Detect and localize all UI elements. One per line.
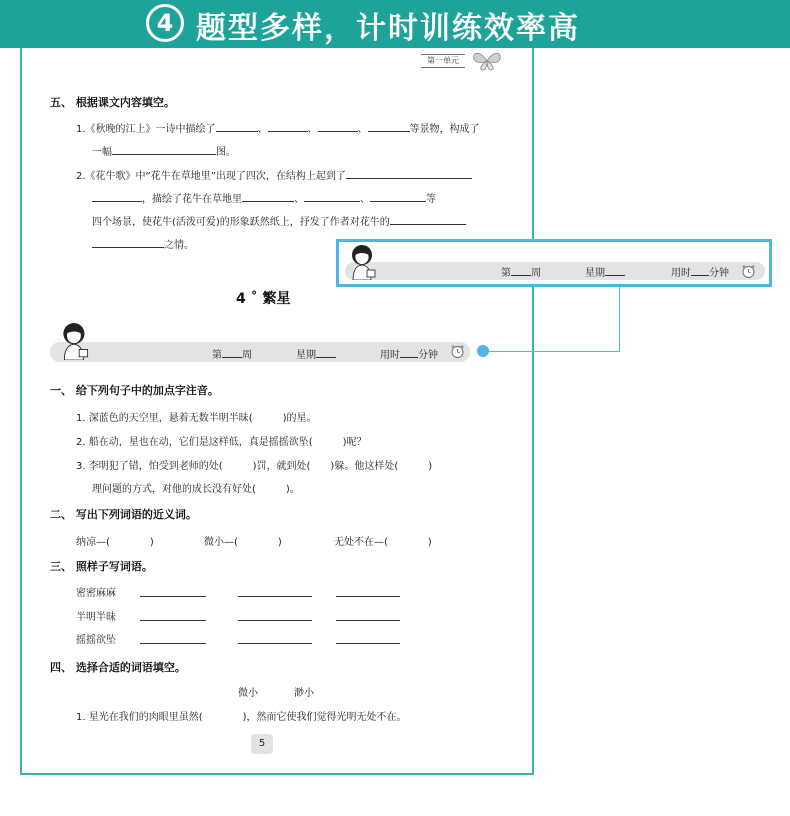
blank[interactable] [92, 238, 164, 248]
answer-line[interactable] [336, 596, 400, 597]
s2-item-1: 纳凉—( ) [76, 537, 154, 548]
callout-day-field: 星期 [585, 264, 625, 279]
blank[interactable] [400, 348, 418, 358]
s5-q1-text-b: 等景物，构成了 [409, 124, 480, 135]
s5-q2-text-a: 2.《花牛歌》中“花牛在草地里”出现了四次，在结构上起到了 [76, 171, 346, 182]
banner-number-badge: 4 [146, 4, 184, 42]
s5-q1-text-d: 图。 [216, 147, 236, 158]
s3-example-2: 半明半昧 [76, 612, 116, 623]
callout-week-field: 第 周 [501, 268, 541, 279]
section-4-title: 四、 选择合适的词语填空。 [50, 661, 186, 674]
s5-q1-text-c: 一幅 [92, 147, 112, 158]
answer-line[interactable] [238, 643, 312, 644]
blank[interactable] [390, 215, 466, 225]
girl-reading-icon [347, 244, 381, 280]
s4-word-2: 渺小 [294, 688, 314, 699]
answer-line[interactable] [336, 620, 400, 621]
answer-line[interactable] [140, 620, 206, 621]
s3-example-1: 密密麻麻 [76, 588, 116, 599]
s1-q3: 3. 李明犯了错，怕受到老师的处( )罚，就到处( )躲。他这样处( ) [76, 461, 433, 472]
s5-q2-text-c: 等 [426, 194, 436, 205]
callout-connector [619, 286, 620, 351]
s5-q1-line2 [92, 143, 236, 158]
s1-q3-cont: 理问题的方式，对他的成长没有好处( )。 [92, 484, 300, 495]
girl-reading-icon [58, 322, 94, 360]
blank[interactable] [370, 192, 426, 202]
s5-q2-text-b: ，描绘了花牛在草地里 [142, 194, 242, 205]
section-2-title: 二、 写出下列词语的近义词。 [50, 508, 197, 521]
week-field: 第 周 [212, 350, 252, 361]
blank[interactable] [112, 145, 216, 155]
blank[interactable] [605, 266, 625, 276]
s1-q2: 2. 船在动，星也在动，它们是这样低，真是摇摇欲坠( )呢？ [76, 437, 367, 448]
answer-line[interactable] [140, 643, 206, 644]
s5-q1-line1: 1.《秋晚的江上》一诗中描绘了 、 、 、 等景物，构成了 [76, 124, 480, 135]
blank[interactable] [316, 348, 336, 358]
s5-q2-line1 [76, 167, 472, 182]
blank[interactable] [268, 122, 308, 132]
s5-q2-line2: ，描绘了花牛在草地里 、 、 等 [92, 190, 436, 205]
s1-q1: 1. 深蓝色的天空里，悬着无数半明半昧( )的星。 [76, 413, 317, 424]
answer-line[interactable] [238, 596, 312, 597]
time-field: 用时 分钟 [380, 350, 438, 361]
answer-line[interactable] [140, 596, 206, 597]
section-5-title: 五、 根据课文内容填空。 [50, 96, 175, 109]
s2-item-2: 微小—( ) [204, 537, 282, 548]
section-3-title: 三、 照样子写词语。 [50, 560, 153, 573]
blank[interactable] [318, 122, 358, 132]
alarm-clock-icon [450, 344, 465, 359]
banner-title: 题型多样，计时训练效率高 [196, 11, 580, 46]
s2-item-3: 无处不在—( ) [334, 537, 432, 548]
blank[interactable] [304, 192, 360, 202]
s5-q2-text-e: 之情。 [164, 240, 194, 251]
answer-line[interactable] [238, 620, 312, 621]
butterfly-icon [470, 50, 504, 72]
blank[interactable] [242, 192, 294, 202]
alarm-clock-icon [741, 264, 756, 279]
unit-tag: 第一单元 [421, 54, 465, 68]
blank[interactable] [216, 122, 258, 132]
callout-anchor-dot [477, 345, 489, 357]
s5-q2-line4 [92, 236, 194, 251]
callout-connector-line [484, 351, 620, 352]
answer-line[interactable] [336, 643, 400, 644]
blank[interactable] [691, 266, 709, 276]
page-number: 5 [251, 734, 273, 754]
callout-time-field: 用时 分钟 [671, 268, 729, 279]
feature-banner [0, 0, 790, 48]
blank[interactable] [368, 122, 410, 132]
s3-example-3: 摇摇欲坠 [76, 635, 116, 646]
day-field: 星期 [296, 346, 336, 361]
blank[interactable] [346, 169, 472, 179]
blank[interactable] [511, 266, 531, 276]
s5-q2-line3 [92, 213, 466, 228]
lesson-title: 4 ˚ 繁星 [236, 291, 291, 307]
section-1-title: 一、 给下列句子中的加点字注音。 [50, 384, 219, 397]
s5-q2-text-d: 四个场景，使花牛(活泼可爱)的形象跃然纸上，抒发了作者对花牛的 [92, 217, 390, 228]
blank[interactable] [222, 348, 242, 358]
blank[interactable] [92, 192, 142, 202]
s5-q1-text-a: 1.《秋晚的江上》一诗中描绘了 [76, 124, 216, 135]
s4-q1: 1. 星光在我们的肉眼里虽然( )，然而它使我们觉得光明无处不在。 [76, 712, 407, 723]
timer-callout [336, 239, 772, 287]
s4-word-1: 微小 [238, 688, 258, 699]
